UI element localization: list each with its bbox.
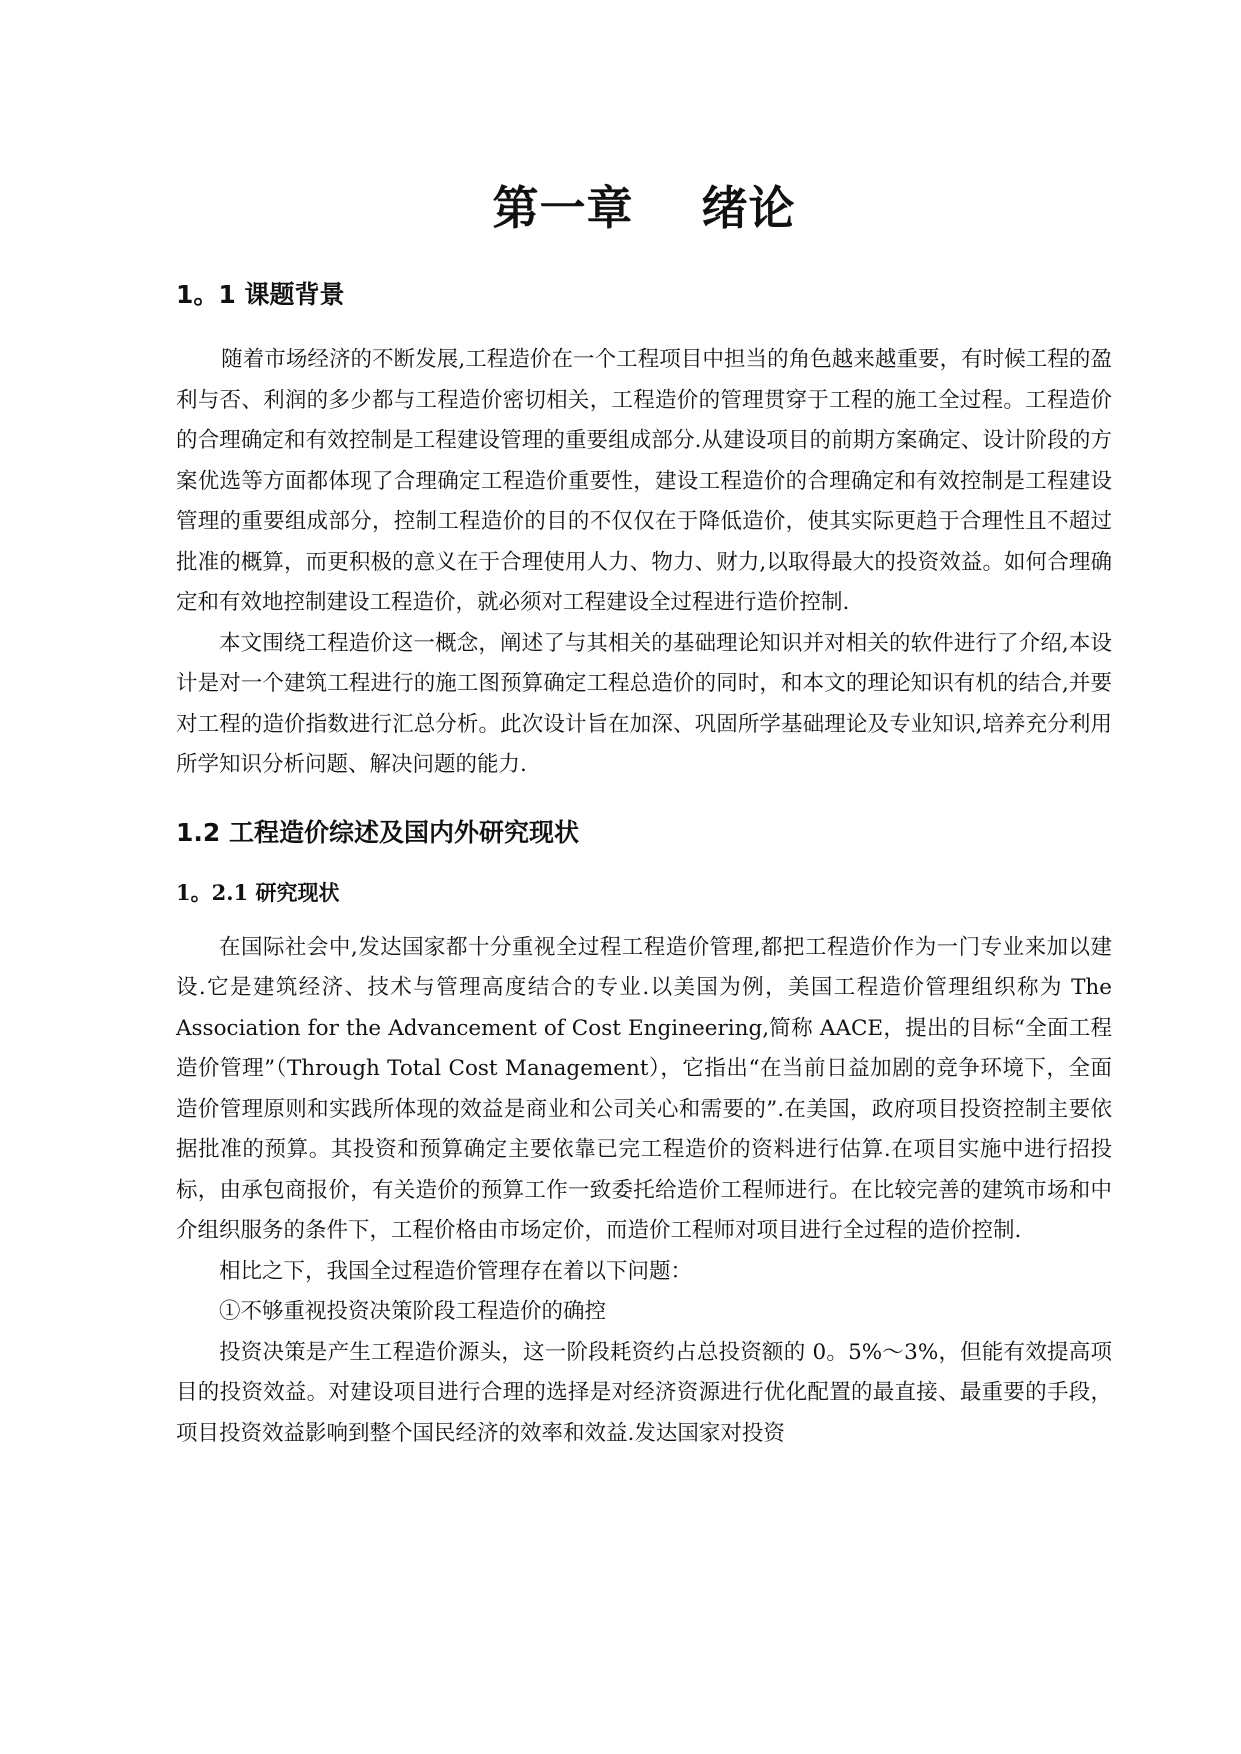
subsection-1-2-1-paragraph-2: 相比之下，我国全过程造价管理存在着以下问题： — [219, 1258, 693, 1284]
section-1-1-heading: 1。1 课题背景 — [176, 280, 345, 309]
subsection-1-2-1-heading: 1。2.1 研究现状 — [176, 879, 340, 905]
page-content — [176, 178, 1112, 1454]
problem-list-item-1: ①不够重视投资决策阶段工程造价的确控 — [219, 1299, 607, 1324]
subsection-1-2-1-paragraph-1: 在国际社会中,发达国家都十分重视全过程工程造价管理,都把工程造价作为一门专业来加以建设.它是建筑经济、技术与管理高度结合的专业.以美国为例，美国工程造价管理组织称为 The Association for the Advancement of Cost Engineering,简称 AACE，提出的目标“全面工程造价管理”（Through Total Cost Management），它指出“在当前日益加剧的竞争环境下，全面造价管理原则和实践所体现的效益是商业和公司关心和需要的”.在美国，政府项目投资控制主要依据批准的预算。其投资和预算确定主要依靠已完工程造价的资料进行估算.在项目实施中进行招投标，由承包商报价，有关造价的预算工作一致委托给造价工程师进行。在比较完善的建筑市场和中介组织服务的条件下，工程价格由市场定价，而造价工程师对项目进行全过程的造价控制. — [176, 934, 1112, 1243]
chapter-title: 第一章 绪论 — [492, 181, 796, 235]
section-1-1-paragraph-1: 随着市场经济的不断发展,工程造价在一个工程项目中担当的角色越来越重要，有时候工程的盈利与否、利润的多少都与工程造价密切相关，工程造价的管理贯穿于工程的施工全过程。工程造价的合理确定和有效控制是工程建设管理的重要组成部分.从建设项目的前期方案确定、设计阶段的方案优选等方面都体现了合理确定工程造价重要性，建设工程造价的合理确定和有效控制是工程建设管理的重要组成部分，控制工程造价的目的不仅仅在于降低造价，使其实际更趋于合理性且不超过批准的概算，而更积极的意义在于合理使用人力、物力、财力,以取得最大的投资效益。如何合理确定和有效地控制建设工程造价，就必须对工程建设全过程进行造价控制. — [176, 347, 1112, 615]
section-1-1-paragraph-2: 本文围绕工程造价这一概念，阐述了与其相关的基础理论知识并对相关的软件进行了介绍,本设计是对一个建筑工程进行的施工图预算确定工程总造价的同时，和本文的理论知识有机的结合,并要对工程的造价指数进行汇总分析。此次设计旨在加深、巩固所学基础理论及专业知识,培养充分利用所学知识分析问题、解决问题的能力. — [176, 630, 1112, 777]
subsection-1-2-1-paragraph-3: 投资决策是产生工程造价源头，这一阶段耗资约占总投资额的 0。5%～3%，但能有效提高项目的投资效益。对建设项目进行合理的选择是对经济资源进行优化配置的最直接、最重要的手段，项目投资效益影响到整个国民经济的效率和效益.发达国家对投资 — [176, 1339, 1112, 1446]
section-1-2-heading: 1.2 工程造价综述及国内外研究现状 — [176, 817, 579, 847]
